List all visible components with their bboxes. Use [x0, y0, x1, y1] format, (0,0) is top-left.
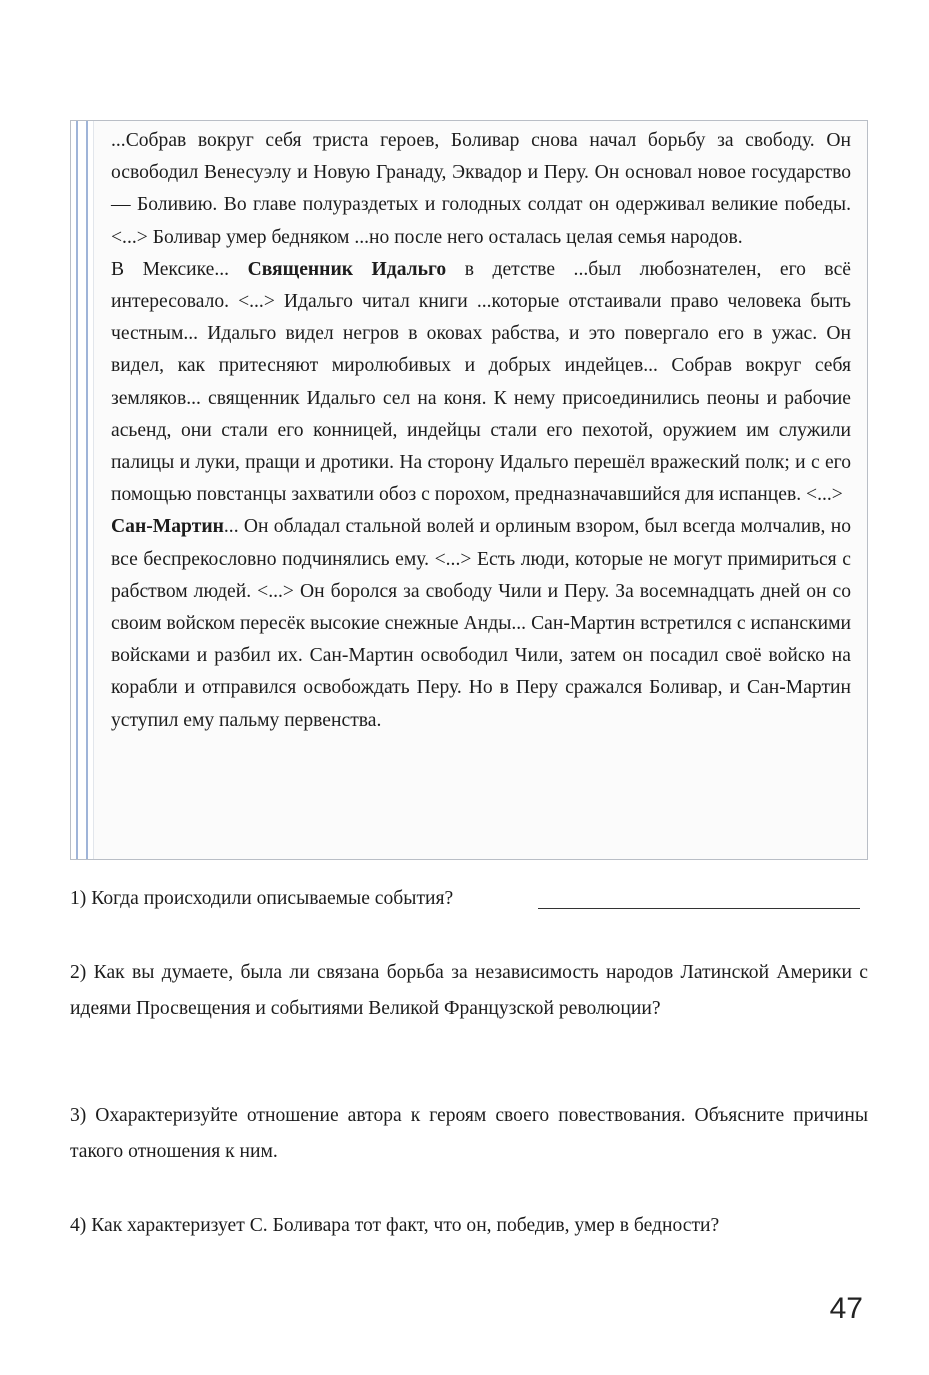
question-4: 4) Как характеризует С. Боливара тот факт, что он, победив, умер в бедности?: [70, 1215, 720, 1236]
answer-line-1[interactable]: [538, 908, 860, 909]
excerpt-paragraph-bolivar: ...Собрав вокруг себя триста героев, Боливар снова начал борьбу за свободу. Он освободил Венесуэлу и Новую Гранаду, Эквадор и Перу. Он основал новое государство — Боливию. Во главе полураздетых и голодных солдат он одерживал великие победы. <...> Боливар умер бедняком ...но после него осталась целая семья народов.: [111, 130, 851, 248]
san-martin-text: ... Он обладал стальной волей и орлиным взором, был всегда молчалив, но все беспрекословно подчинялись ему. <...> Есть люди, которые не могут примириться с рабством людей. <...> Он боролся за свободу Чили и Перу. За восемнадцать дней он со своим войском пересёк высокие снежные Анды... Сан-Мартин встретился с испанскими войсками и разбил их. Сан-Мартин освободил Чили, затем он посадил своё войско на корабли и отправился освобождать Перу. Но в Перу сражался Боливар, и Сан-Мартин уступил ему пальму первенства.: [111, 516, 851, 731]
question-1: 1) Когда происходили описываемые события?: [70, 888, 454, 909]
excerpt-paragraph-hidalgo: [111, 254, 851, 512]
excerpt-text: [111, 125, 851, 737]
decorative-border-strip: [71, 121, 94, 859]
hidalgo-name: Священник Идальго: [247, 258, 447, 280]
hidalgo-intro: В Мексике...: [111, 258, 248, 280]
hidalgo-text: в детстве ...был любознателен, его всё интересовало. <...> Идальго читал книги ...которые отстаивали право человека быть честным... Идальго видел негров в оковах рабства, и это повергало его в ужас. Он видел, как притесняют миролюбивых и добрых индейцев... Собрав вокруг себя земляков... священник Идальго сел на коня. К нему присоединились пеоны и рабочие асьенд, они стали его конницей, индейцы стали его пехотой, оружием им служили палицы и луки, пращи и дротики. На сторону Идальго перешёл вражеский полк; и с его помощью повстанцы захватили обоз с порохом, предназначавшийся для испанцев. <...>: [111, 258, 851, 506]
san-martin-name: Сан-Мартин: [111, 516, 224, 538]
question-3: 3) Охарактеризуйте отношение автора к героям своего повествования. Объясните причины такого отношения к ним.: [70, 1105, 868, 1162]
excerpt-paragraph-san-martin: [111, 511, 851, 736]
excerpt-box: [70, 120, 868, 860]
page-number: 47: [829, 1292, 863, 1325]
question-2: 2) Как вы думаете, была ли связана борьба за независимость народов Латинской Америки с идеями Просвещения и событиями Великой Французской революции?: [70, 962, 868, 1019]
